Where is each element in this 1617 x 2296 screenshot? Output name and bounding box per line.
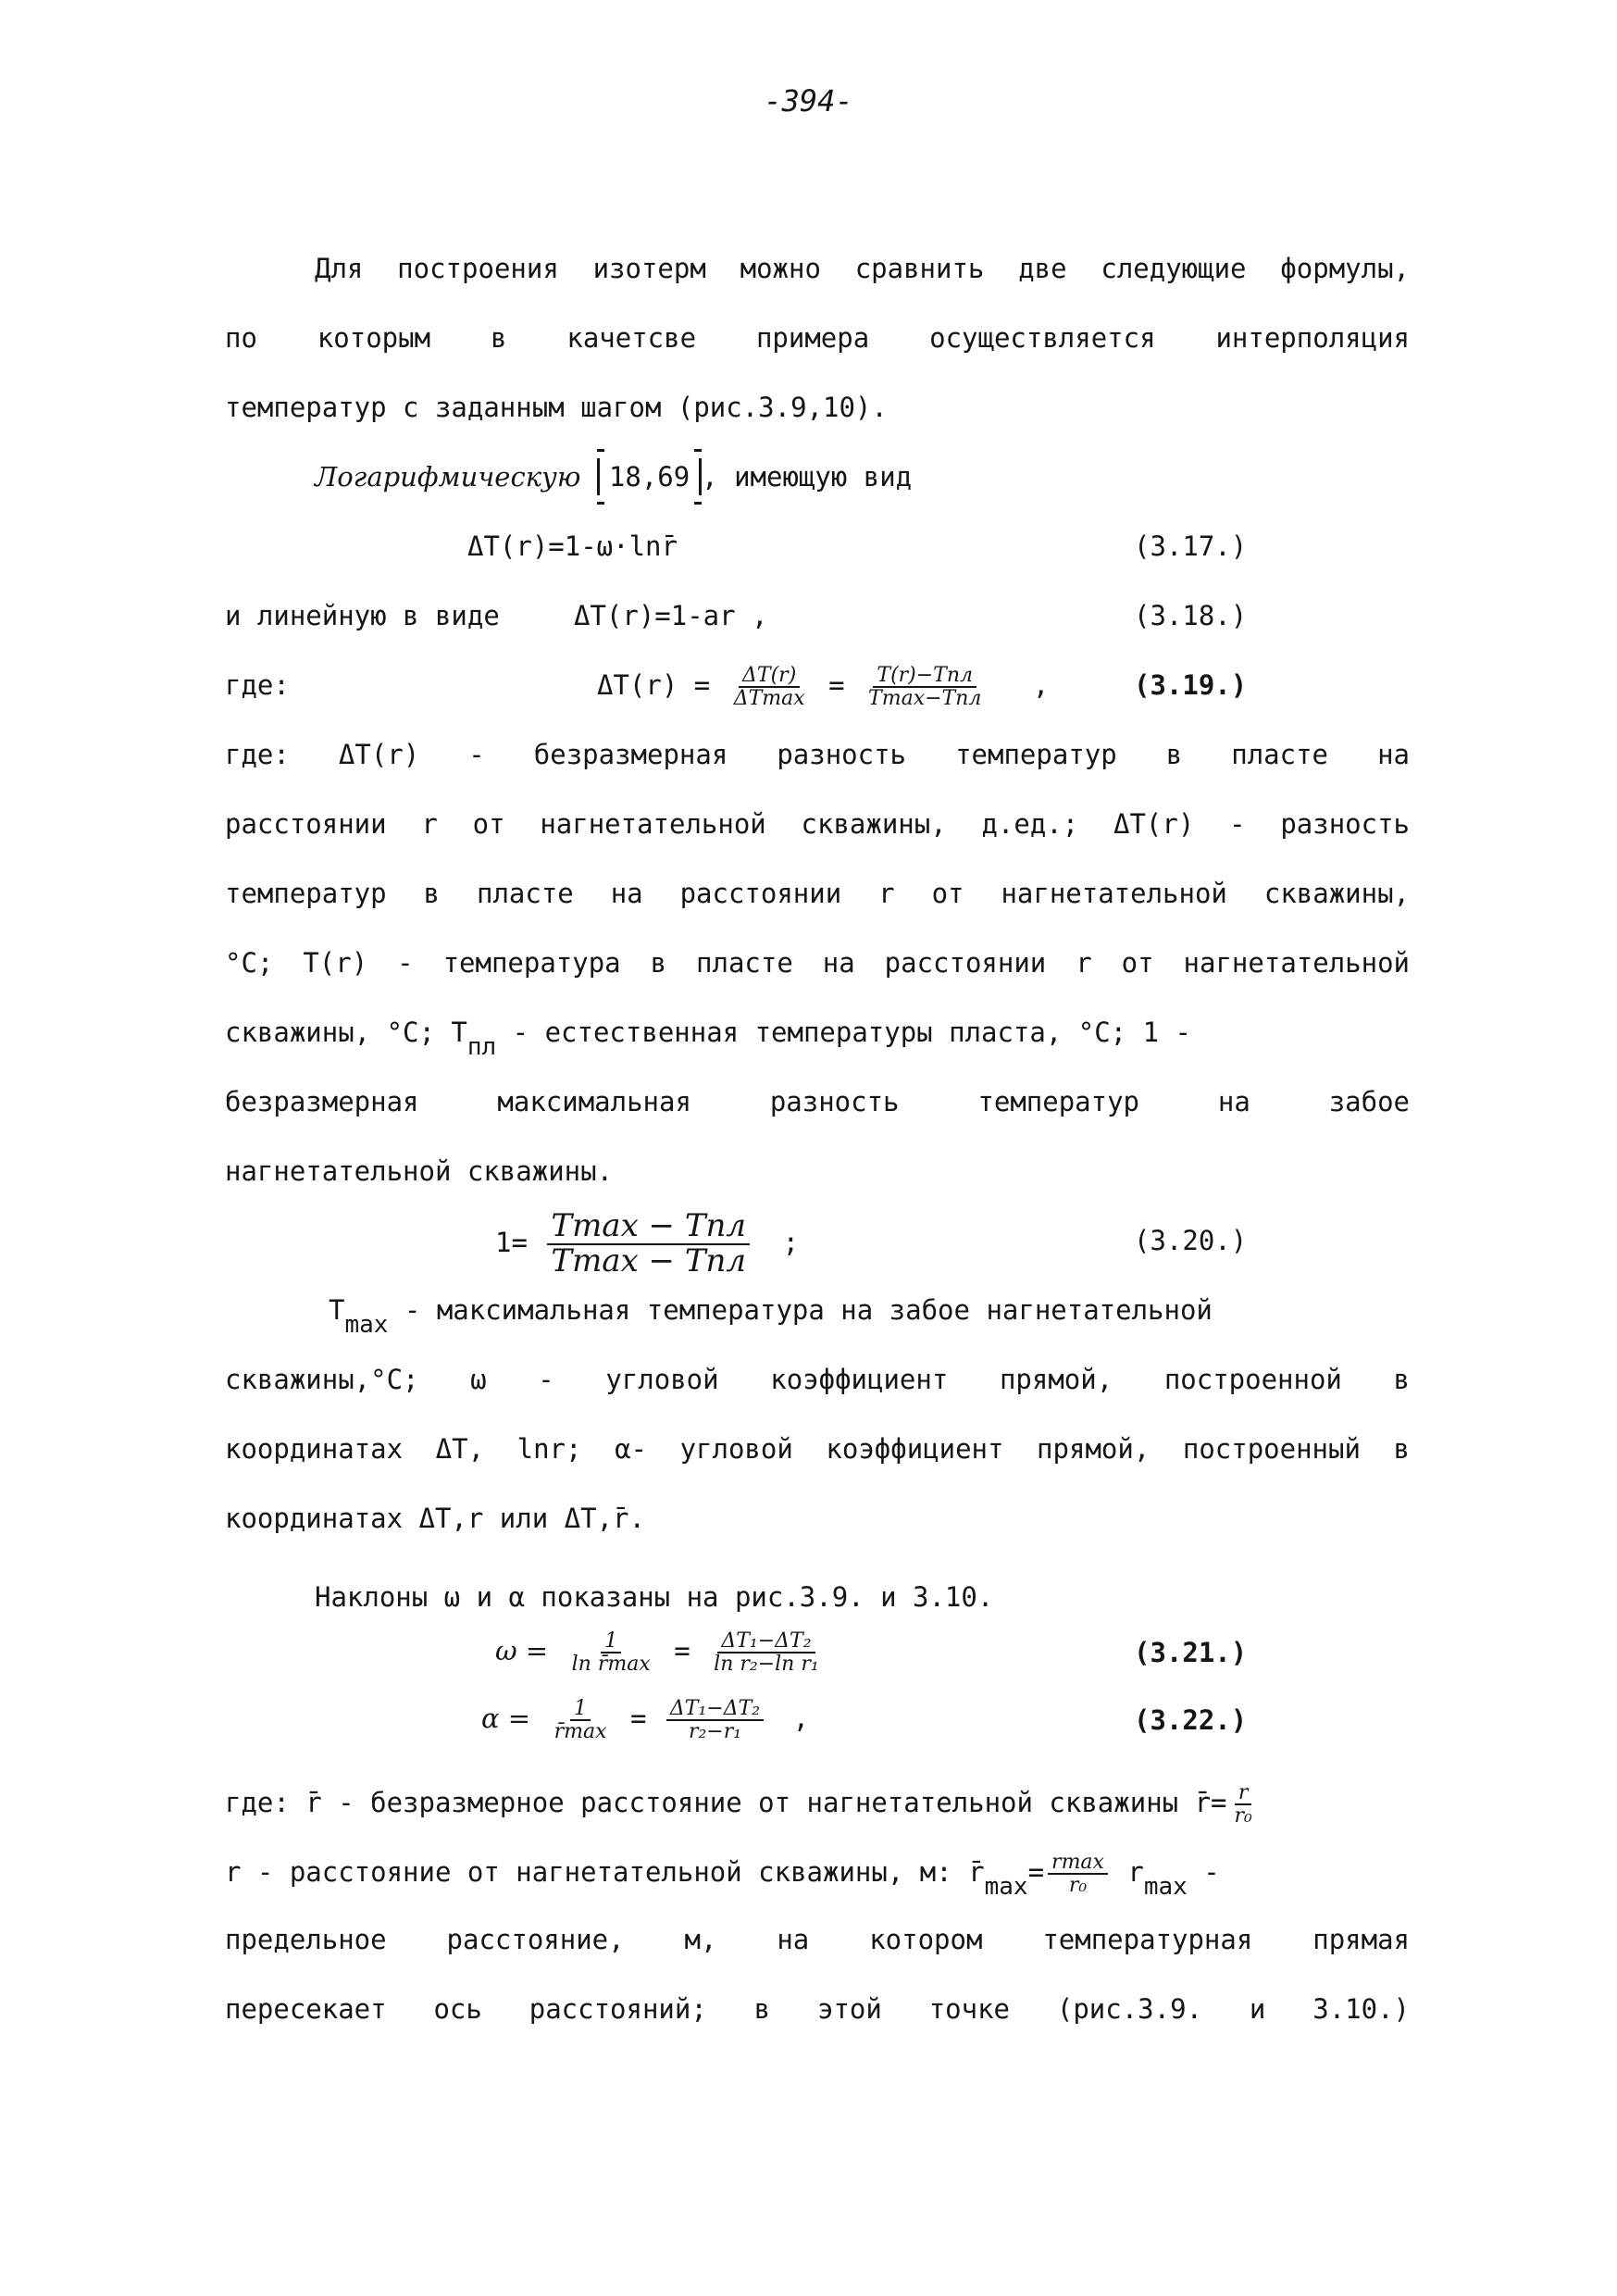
final-line-2 (225, 1851, 1410, 1902)
equation-3-19 (597, 659, 1049, 711)
equation-3-18-lead: и линейную в виде (225, 600, 500, 631)
eq319-lhs: ΔT(r) = (597, 669, 711, 701)
r-bar-fraction: $\frac{r}{\text{r₀}}$ (1234, 1781, 1252, 1828)
eq322-lhs: α = (481, 1703, 531, 1734)
eq322-comma: , (792, 1703, 810, 1734)
alpha-definition-line: координатах ΔT, lnr; α- угловой коэффициент прямой, построенный в (225, 1433, 1410, 1465)
final-line-3: предельное расстояние, м, на котором температурная прямая (225, 1924, 1410, 1955)
tmax-subscript: max (344, 1311, 389, 1339)
tmax-symbol: T (329, 1294, 345, 1326)
eq322-equals: = (629, 1703, 647, 1734)
equation-3-18: ΔT(r)=1-ar , (574, 600, 768, 631)
eq321-equals: = (674, 1635, 690, 1666)
equation-number-3-21: (3.21.) (1134, 1637, 1248, 1668)
final-line-1 (225, 1781, 1410, 1828)
eq320-fraction: $\frac{\text{Tmax − Tпл}}{\text{Tmax − Tпл}}$ (547, 1210, 750, 1278)
omega-definition-line: скважины,°C; ω - угловой коэффициент прямой, построенной в (225, 1364, 1410, 1395)
final-line-2-text: r - расстояние от нагнетательной скважины, м: r̄ (225, 1856, 985, 1889)
final-line-2-equals: = (1027, 1856, 1045, 1889)
equation-number-3-18: (3.18.) (1134, 600, 1248, 631)
equation-number-3-17: (3.17.) (1134, 530, 1248, 562)
definition-line-5 (225, 1014, 1410, 1061)
definition-line-1: где: ΔT(r) - безразмерная разность температур в пласте на (225, 739, 1410, 770)
equation-3-22 (481, 1692, 809, 1744)
definition-line-7: нагнетательной скважины. (225, 1155, 614, 1187)
equation-3-17: ΔT(r)=1-ω·lnr̄ (467, 530, 678, 562)
eq321-fraction-1: $\frac{1}{\text{ln r̄max}}$ (571, 1628, 651, 1676)
intro-line-4-end: , имеющую вид (702, 461, 913, 493)
final-line-4: пересекает ось расстояний; в этой точке (рис.3.9. и 3.10.) (225, 1993, 1410, 2025)
t-pl-subscript: пл (466, 1033, 497, 1061)
eq319-fraction-1: $\frac{\Delta T(r)}{\Delta Tmax}$ (733, 663, 805, 710)
eq321-lhs: ω = (495, 1635, 549, 1666)
slopes-line: Наклоны ω и α показаны на рис.3.9. и 3.10. (315, 1581, 994, 1613)
equation-number-3-20: (3.20.) (1134, 1225, 1248, 1256)
reference-bracket: 18,69 (597, 458, 702, 495)
final-line-2-dash: - (1187, 1856, 1220, 1889)
intro-line-2: по которым в качетсве примера осуществляется интерполяция (225, 322, 1410, 354)
equation-3-19-lead: где: (225, 669, 290, 701)
r-max-subscript: max (1143, 1873, 1188, 1902)
definition-line-5-end: - естественная температуры пласта, °C; 1 - (496, 1017, 1191, 1048)
equation-number-3-22: (3.22.) (1134, 1704, 1248, 1736)
intro-line-4 (315, 458, 1410, 495)
eq319-equals: = (828, 669, 845, 701)
definition-line-3: температур в пласте на расстоянии r от нагнетательной скважины, (225, 878, 1410, 909)
intro-line-1: Для построения изотерм можно сравнить две следующие формулы, (315, 253, 1410, 284)
eq319-comma: , (1032, 669, 1050, 701)
definition-line-6: безразмерная максимальная разность температур на забое (225, 1086, 1410, 1117)
equation-3-21 (495, 1625, 827, 1677)
definition-line-2: расстоянии r от нагнетательной скважины, д.ед.; ΔT(r) - разность (225, 808, 1410, 840)
eq322-fraction-2: $\frac{\text{ΔT₁−ΔT₂}}{\text{r₂−r₁}}$ (666, 1698, 764, 1742)
tmax-description: - максимальная температура на забое нагнетательной (388, 1294, 1213, 1326)
equation-number-3-19: (3.19.) (1134, 669, 1248, 701)
eq321-fraction-2: $\frac{\text{ΔT₁−ΔT₂}}{\text{ln r₂−ln r₁}}$ (714, 1628, 819, 1676)
eq320-semicolon: ; (782, 1227, 800, 1258)
final-line-1-text: где: r̄ - безразмерное расстояние от нагнетательной скважины r̄= (225, 1787, 1227, 1819)
r-max-fraction: $\frac{rmax}{\text{r₀}}$ (1048, 1852, 1108, 1896)
eq319-fraction-2: $\frac{\text{T(r)−Tпл}}{\text{Tmax−Tпл}}$ (868, 663, 982, 710)
tmax-line (329, 1292, 1513, 1339)
eq320-lhs: 1= (495, 1227, 528, 1258)
equation-3-20 (495, 1204, 799, 1281)
definition-line-5-start: скважины, °C; T (225, 1017, 467, 1048)
page-number: -394- (764, 83, 853, 119)
intro-log-word: Логарифмическую (315, 461, 581, 493)
intro-line-3: температур с заданным шагом (рис.3.9,10). (225, 392, 888, 423)
definition-line-4: °C; T(r) - температура в пласте на расстоянии r от нагнетательной (225, 947, 1410, 979)
eq322-fraction-1: $\frac{1}{r̄\max}$ (554, 1696, 607, 1743)
r-max-symbol: r (1111, 1856, 1144, 1889)
coordinates-line: координатах ΔT,r или ΔT,r̄. (225, 1503, 645, 1534)
r-bar-max-subscript: max (984, 1873, 1028, 1902)
